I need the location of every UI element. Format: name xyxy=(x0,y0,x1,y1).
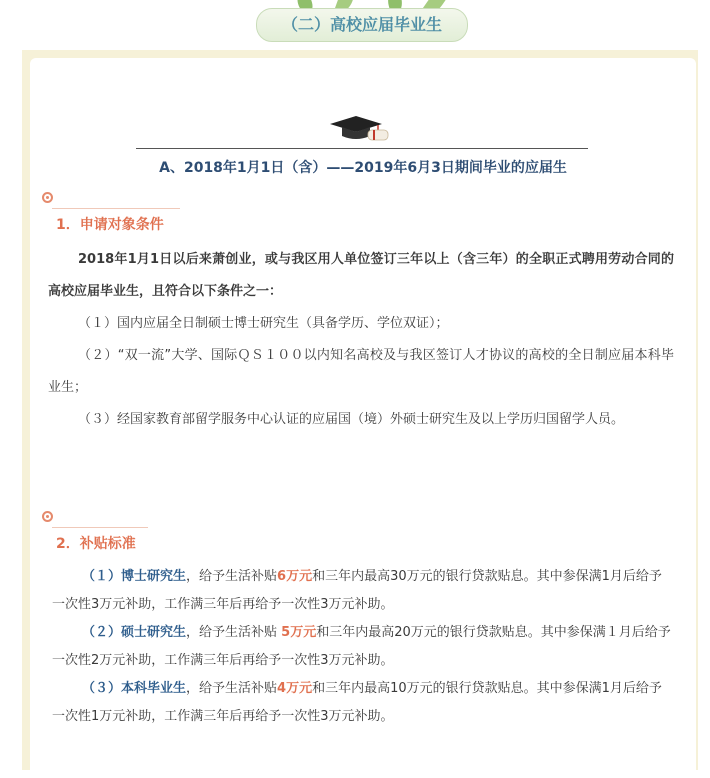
apply-intro: 2018年1月1日以后来萧创业，或与我区用人单位签订三年以上（含三年）的全职正式聘用劳动合同的高校应届毕业生，且符合以下条件之一： xyxy=(48,252,674,299)
subsidy-amount: 5万元 xyxy=(281,625,317,640)
heading-rule xyxy=(136,148,588,149)
subsidy-amount: 6万元 xyxy=(277,569,313,584)
apply-item: （２）“双一流”大学、国际ＱＳ１００以内知名高校及与我区签订人才协议的高校的全日制应届本科毕业生； xyxy=(48,348,674,395)
subsidy-title: 2．补贴标准 xyxy=(56,536,136,552)
bullet-dot-icon xyxy=(42,192,53,203)
section-underline xyxy=(52,527,148,528)
subsidy-label: （３）本科毕业生 xyxy=(82,681,187,696)
subsidy-text: ，给予生活补贴 xyxy=(186,625,282,640)
subsidy-text: ，给予生活补贴 xyxy=(186,681,278,696)
subsidy-item xyxy=(52,563,672,619)
page-title: （二）高校应届毕业生 xyxy=(256,8,468,42)
bullet-dot-icon xyxy=(42,511,53,522)
apply-conditions-title: 1．申请对象条件 xyxy=(56,217,164,233)
subsidy-label: （１）博士研究生 xyxy=(82,569,187,584)
apply-item: （１）国内应届全日制硕士博士研究生（具备学历、学位双证）； xyxy=(78,316,449,331)
subsidy-text: 和三年内最高20万元的银行贷款贴息。其中参保满１月后给予一次性2万元补助，工作满三年后再给予一次性3万元补助。 xyxy=(52,625,671,668)
subsidy-item xyxy=(52,675,672,731)
section-a-heading: A、2018年1月1日（含）——2019年6月3日期间毕业的应届生 xyxy=(159,160,567,176)
subsidy-label: （２）硕士研究生 xyxy=(82,625,187,640)
subsidy-text: 和三年内最高30万元的银行贷款贴息。其中参保满1月后给予一次性3万元补助，工作满三年后再给予一次性3万元补助。 xyxy=(52,569,662,612)
subsidy-text: ，给予生活补贴 xyxy=(186,569,278,584)
subsidy-amount: 4万元 xyxy=(277,681,313,696)
section-underline xyxy=(52,208,180,209)
subsidy-item xyxy=(52,619,672,675)
apply-item: （３）经国家教育部留学服务中心认证的应届国（境）外硕士研究生及以上学历归国留学人员。 xyxy=(78,412,625,427)
graduation-cap-icon xyxy=(328,112,390,146)
subsidy-text: 和三年内最高10万元的银行贷款贴息。其中参保满1月后给予一次性1万元补助，工作满三年后再给予一次性3万元补助。 xyxy=(52,681,662,724)
